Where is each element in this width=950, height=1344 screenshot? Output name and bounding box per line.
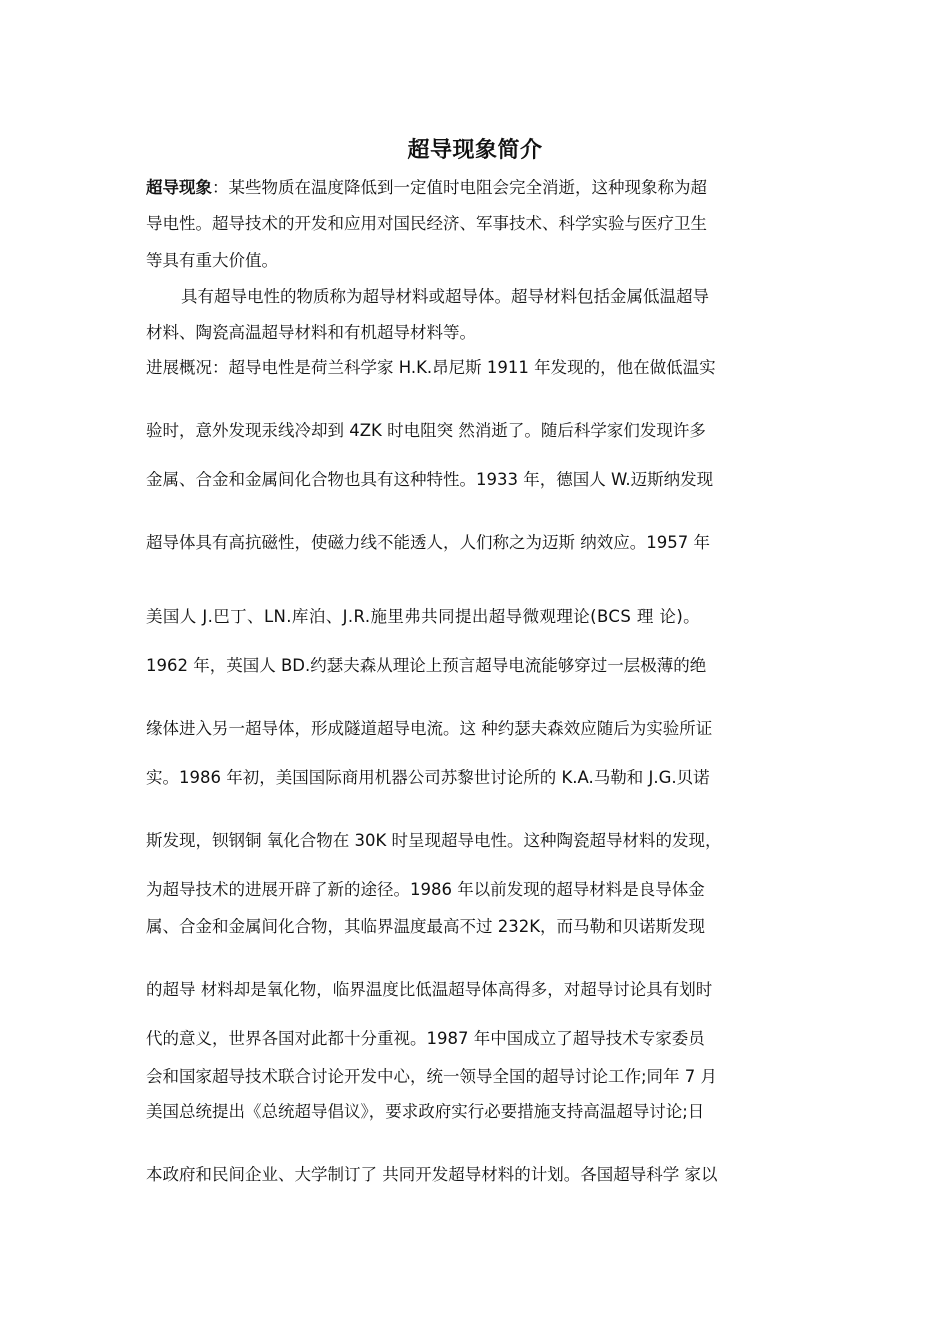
paragraph-line: 实。1986 年初，美国国际商用机器公司苏黎世讨论所的 K.A.马勒和 J.G.贝诺 bbox=[146, 768, 710, 787]
paragraph-line: 验时，意外发现汞线冷却到 4ZK 时电阻突 然消逝了。随后科学家们发现许多 bbox=[146, 421, 706, 440]
paragraph-line: 代的意义，世界各国对此都十分重视。1987 年中国成立了超导技术专家委员 bbox=[146, 1029, 705, 1048]
paragraph-line: 本政府和民间企业、大学制订了 共同开发超导材料的计划。各国超导科学 家以 bbox=[146, 1165, 718, 1184]
paragraph-line: 等具有重大价值。 bbox=[146, 251, 278, 270]
paragraph-line: 材料、陶瓷高温超导材料和有机超导材料等。 bbox=[146, 323, 476, 342]
paragraph-line: 1962 年，英国人 BD.约瑟夫森从理论上预言超导电流能够穿过一层极薄的绝 bbox=[146, 656, 707, 675]
paragraph-line: 缘体进入另一超导体，形成隧道超导电流。这 种约瑟夫森效应随后为实验所证 bbox=[146, 719, 713, 738]
paragraph-line: 进展概况：超导电性是荷兰科学家 H.K.昂尼斯 1911 年发现的，他在做低温实 bbox=[146, 358, 716, 377]
paragraph-text: ：某些物质在温度降低到一定值时电阻会完全消逝，这种现象称为超 bbox=[212, 178, 707, 197]
paragraph-line: 斯发现，钡钢铜 氧化合物在 30K 时呈现超导电性。这种陶瓷超导材料的发现， bbox=[146, 831, 722, 850]
paragraph-line: 的超导 材料却是氧化物，临界温度比低温超导体高得多，对超导讨论具有划时 bbox=[146, 980, 713, 999]
paragraph-line: 导电性。超导技术的开发和应用对国民经济、军事技术、科学实验与医疗卫生 bbox=[146, 214, 707, 233]
paragraph-line bbox=[146, 177, 811, 199]
paragraph-line: 金属、合金和金属间化合物也具有这种特性。1933 年，德国人 W.迈斯纳发现 bbox=[146, 470, 714, 489]
paragraph-line: 超导体具有高抗磁性，使磁力线不能透人，人们称之为迈斯 纳效应。1957 年 bbox=[146, 533, 710, 552]
paragraph-line: 为超导技术的进展开辟了新的途径。1986 年以前发现的超导材料是良导体金 bbox=[146, 880, 705, 899]
term-label: 超导现象 bbox=[146, 178, 212, 197]
paragraph-line: 属、合金和金属间化合物，其临界温度最高不过 232K，而马勒和贝诺斯发现 bbox=[146, 917, 706, 936]
paragraph-line: 美国总统提出《总统超导倡议》，要求政府实行必要措施支持高温超导讨论;日 bbox=[146, 1102, 705, 1121]
document-title: 超导现象简介 bbox=[407, 138, 543, 163]
paragraph-line: 会和国家超导技术联合讨论开发中心，统一领导全国的超导讨论工作;同年 7 月 bbox=[146, 1067, 718, 1086]
paragraph-line: 美国人 J.巴丁、LN.库泊、J.R.施里弗共同提出超导微观理论(BCS 理 论)。 bbox=[146, 607, 701, 626]
paragraph-line: 具有超导电性的物质称为超导材料或超导体。超导材料包括金属低温超导 bbox=[181, 287, 709, 306]
